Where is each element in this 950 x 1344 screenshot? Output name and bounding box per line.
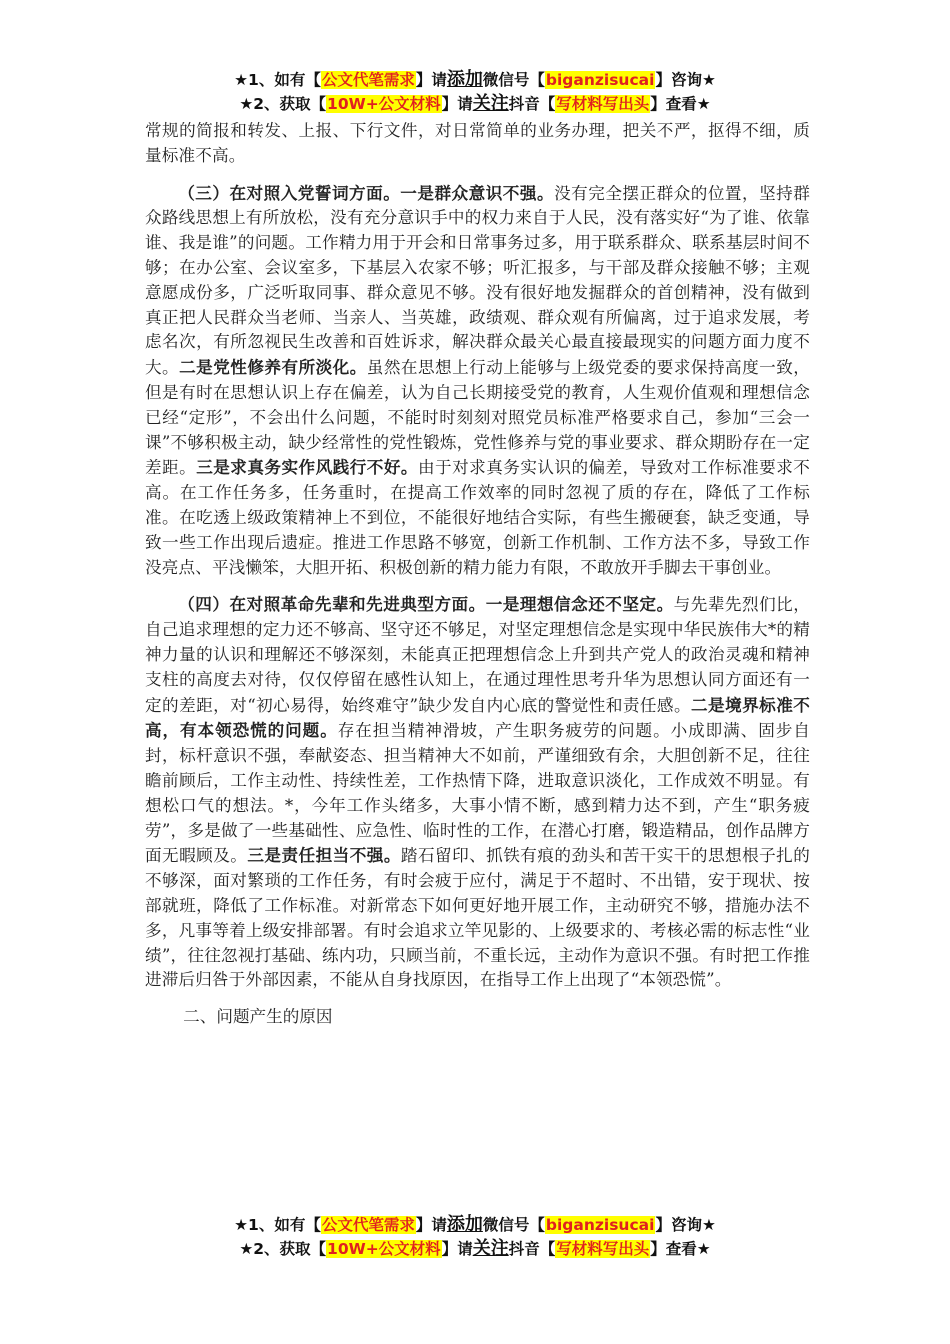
section-2-heading: 二、问题产生的原因 [183, 1007, 333, 1027]
banner-highlight: 10W+公文材料 [327, 1240, 441, 1258]
paragraph-continuation: 常规的简报和转发、上报、下行文件，对日常简单的业务办理，把关不严，抠得不细，质量标准不高。 [145, 121, 810, 165]
document-body [145, 119, 810, 1030]
banner-wechat-id: biganzisucai [545, 71, 655, 89]
banner-text: 】请 [441, 95, 473, 113]
banner-text: 】咨询★ [655, 1216, 716, 1234]
section-heading: （三）在对照入党誓词方面。一是群众意识不强。 [178, 182, 555, 203]
banner-underline: 关注 [472, 1238, 509, 1259]
point-heading: 二是境界标准不高，有本领恐慌的问题。 [145, 694, 810, 741]
banner-text: ★2、获取【 [239, 1240, 327, 1258]
section-heading: （四）在对照革命先辈和先进典型方面。一是理想信念还不坚定。 [178, 594, 674, 615]
banner-wechat-id: biganzisucai [545, 1216, 655, 1234]
banner-text: ★2、获取【 [239, 95, 327, 113]
banner-line-2 [0, 92, 950, 116]
paragraph-section-4 [145, 592, 810, 993]
banner-douyin-id: 写材料写出头 [556, 1240, 650, 1258]
banner-text: 微信号【 [482, 71, 545, 89]
banner-text: 】请 [441, 1240, 473, 1258]
banner-underline: 添加 [446, 69, 483, 90]
point-heading: 二是党性修养有所淡化。 [179, 357, 367, 378]
banner-text: ★1、如有【 [234, 71, 321, 89]
banner-line-2 [0, 1237, 950, 1261]
banner-highlight: 公文代笔需求 [321, 71, 415, 89]
banner-text: 微信号【 [482, 1216, 545, 1234]
paragraph-text: 存在担当精神滑坡，产生职务疲劳的问题。小成即满、固步自封，标杆意识不强，奉献姿态、担当精神大不如前，严谨细致有余，大胆创新不足，往往瞻前顾后，工作主动性、持续性差，工作热情下降，进取意识淡化，工作成效不明显。有想松口气的想法。*，今年工作头绪多，大事小情不断，感到精力达不到，产生“职务疲劳”，多是做了一些基础性、应急性、临时性的工作，在潜心打磨，锻造精品，创作品牌方面无暇顾及。 [145, 721, 810, 866]
paragraph-text: 没有完全摆正群众的位置，坚持群众路线思想上有所放松，没有充分意识手中的权力来自于人民，没有落实好“为了谁、依靠谁、我是谁”的问题。工作精力用于开会和日常事务过多，用于联系群众、联系基层时间不够；在办公室、会议室多，下基层入农家不够；听汇报多，与干部及群众接触不够；主观意愿成份多，广泛听取同事、群众意见不够。没有很好地发掘群众的首创精神，没有做到真正把人民群众当老师、当亲人、当英雄，政绩观、群众观有所偏离，过于追求发展，考虑名次，有所忽视民生改善和百姓诉求，解决群众最关心最直接最现实的问题方面力度不大。 [145, 183, 810, 378]
header-banner [0, 68, 950, 116]
banner-text: ★1、如有【 [234, 1216, 321, 1234]
banner-text: 抖音【 [508, 95, 556, 113]
banner-highlight: 公文代笔需求 [321, 1216, 415, 1234]
paragraph-text: 虽然在思想上行动上能够与上级党委的要求保持高度一致，但是有时在思想认识上存在偏差，认为自己长期接受党的教育，人生观价值观和理想信念已经“定形”，不会出什么问题，不能时时刻刻对照党员标准严格要求自己，参加“三会一课”不够积极主动，缺少经常性的党性锻炼，党性修养与党的事业要求、群众期盼存在一定差距。 [145, 358, 810, 478]
banner-underline: 关注 [472, 93, 509, 114]
paragraph-text: 与先辈先烈们比，自己追求理想的定力还不够高、坚守还不够足，对坚定理想信念是实现中华民族伟大*的精神力量的认识和理解还不够深刻，未能真正把理想信念上升到共产党人的政治灵魂和精神支柱的高度去对待，仅仅停留在感性认知上，在通过理性思考升华为思想认同方面还有一定的差距，对“初心易得，始终难守”缺少发自内心底的警觉性和责任感。 [145, 595, 810, 715]
banner-text: 抖音【 [508, 1240, 556, 1258]
point-heading: 三是求真务实作风践行不好。 [196, 457, 418, 478]
banner-text: 】查看★ [650, 95, 711, 113]
paragraph-text: 由于对求真务实认识的偏差，导致对工作标准要求不高。在工作任务多，任务重时，在提高工作效率的同时忽视了质的存在，降低了工作标准。在吃透上级政策精神上不到位，不能很好地结合实际，有些生搬硬套，缺乏变通，导致一些工作出现后遗症。推进工作思路不够宽，创新工作机制、工作方法不多，导致工作没亮点、平浅懒笨，大胆开拓、积极创新的精力能力有限，不敢放开手脚去干事创业。 [145, 458, 811, 577]
point-heading: 三是责任担当不强。 [247, 845, 401, 866]
banner-text: 】请 [415, 1216, 447, 1234]
banner-highlight: 10W+公文材料 [327, 95, 441, 113]
banner-line-1 [0, 68, 950, 92]
paragraph-text: 踏石留印、抓铁有痕的劲头和苦干实干的思想根子扎的不够深，面对繁琐的工作任务，有时会疲于应付，满足于不超时、不出错，安于现状、按部就班，降低了工作标准。对新常态下如何更好地开展工作，主动研究不够，措施办法不多，凡事等着上级安排部署。有时会追求立竿见影的、上级要求的、考核必需的标志性“业绩”，往往忽视打基础、练内功，只顾当前，不重长远，主动作为意识不强。有时把工作推进滞后归咎于外部因素，不能从自身找原因，在指导工作上出现了“本领恐慌”。 [145, 846, 810, 990]
banner-text: 】咨询★ [655, 71, 716, 89]
banner-douyin-id: 写材料写出头 [556, 95, 650, 113]
banner-line-1 [0, 1213, 950, 1237]
banner-text: 】查看★ [650, 1240, 711, 1258]
banner-underline: 添加 [446, 1214, 483, 1235]
footer-banner [0, 1213, 950, 1261]
banner-text: 】请 [415, 71, 447, 89]
paragraph-section-3 [145, 181, 810, 581]
